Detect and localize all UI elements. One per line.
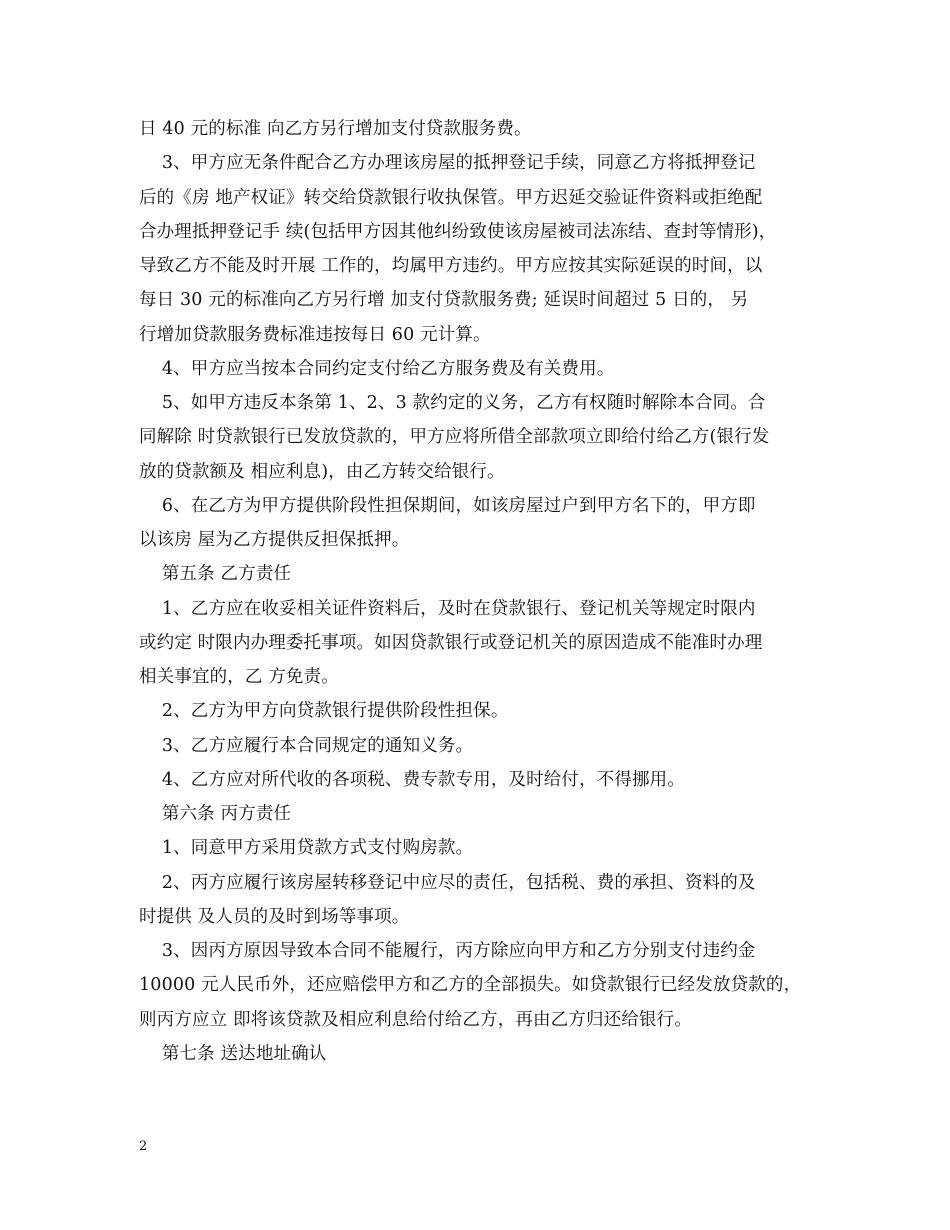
text-line: 10000 元人民币外，还应赔偿甲方和乙方的全部损失。如贷款银行已经发放贷款的， — [139, 975, 802, 995]
text-line: 或约定 时限内办理委托事项。如因贷款银行或登记机关的原因造成不能准时办理 — [139, 633, 763, 653]
text-line: 日 40 元的标准 向乙方另行增加支付贷款服务费。 — [139, 119, 532, 139]
text-line: 6、在乙方为甲方提供阶段性担保期间，如该房屋过户到甲方名下的，甲方即 — [139, 496, 756, 516]
section-heading: 第六条 丙方责任 — [139, 804, 292, 824]
text-line: 1、同意甲方采用贷款方式支付购房款。 — [139, 838, 474, 858]
text-line: 则丙方应立 即将该贷款及相应利息给付给乙方，再由乙方归还给银行。 — [139, 1010, 692, 1030]
text-line: 3、甲方应无条件配合乙方办理该房屋的抵押登记手续，同意乙方将抵押登记 — [139, 153, 756, 173]
text-line: 3、乙方应履行本合同规定的通知义务。 — [139, 736, 474, 756]
text-line: 同解除 时贷款银行已发放贷款的，甲方应将所借全部款项立即给付给乙方(银行发 — [139, 427, 770, 447]
text-line: 导致乙方不能及时开展 工作的，均属甲方违约。甲方应按其实际延误的时间，以 — [139, 256, 763, 276]
text-line: 4、乙方应对所代收的各项税、费专款专用，及时给付，不得挪用。 — [139, 770, 685, 790]
text-line: 相关事宜的，乙 方免责。 — [139, 667, 339, 687]
text-line: 4、甲方应当按本合同约定支付给乙方服务费及有关费用。 — [139, 359, 615, 379]
section-heading: 第七条 送达地址确认 — [139, 1044, 327, 1064]
text-line: 2、乙方为甲方向贷款银行提供阶段性担保。 — [139, 701, 509, 721]
text-line: 2、丙方应履行该房屋转移登记中应尽的责任，包括税、费的承担、资料的及 — [139, 873, 756, 893]
text-line: 时提供 及人员的及时到场等事项。 — [139, 907, 410, 927]
text-line: 后的《房 地产权证》转交给贷款银行收执保管。甲方迟延交验证件资料或拒绝配 — [139, 188, 763, 208]
text-line: 以该房 屋为乙方提供反担保抵押。 — [139, 530, 410, 550]
text-line: 放的贷款额及 相应利息)，由乙方转交给银行。 — [139, 462, 505, 482]
text-line: 3、因丙方原因导致本合同不能履行，丙方除应向甲方和乙方分别支付违约金 — [139, 941, 756, 961]
section-heading: 第五条 乙方责任 — [139, 564, 292, 584]
text-line: 5、如甲方违反本条第 1、2、3 款约定的义务，乙方有权随时解除本合同。合 — [139, 393, 766, 413]
text-line: 每日 30 元的标准向乙方另行增 加支付贷款服务费; 延误时间超过 5 日的， 另 — [139, 290, 749, 310]
page-number: 2 — [139, 1139, 148, 1154]
text-line: 行增加贷款服务费标准违按每日 60 元计算。 — [139, 325, 491, 345]
text-line: 合办理抵押登记手 续(包括甲方因其他纠纷致使该房屋被司法冻结、查封等情形)， — [139, 222, 777, 242]
text-line: 1、乙方应在收妥相关证件资料后，及时在贷款银行、登记机关等规定时限内 — [139, 599, 756, 619]
